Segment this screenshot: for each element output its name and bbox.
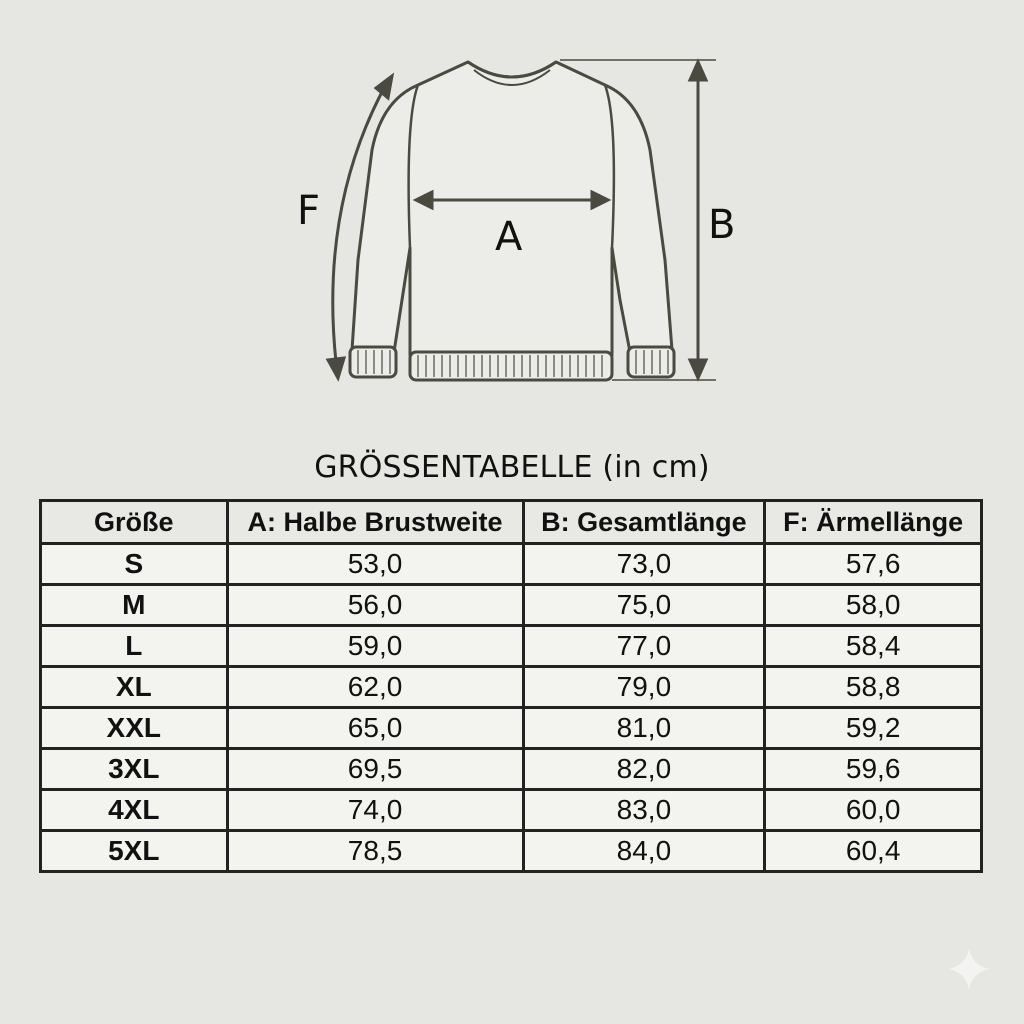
chest-width-cell: 62,0: [229, 668, 522, 706]
label-b: B: [708, 202, 736, 248]
total-length-cell: 73,0: [525, 545, 764, 583]
chest-width-cell: 65,0: [229, 709, 522, 747]
size-cell: 4XL: [42, 791, 226, 829]
chest-width-cell: 74,0: [229, 791, 522, 829]
header-chest-width: A: Halbe Brustweite: [229, 502, 522, 542]
label-a: A: [495, 214, 523, 260]
total-length-cell: 84,0: [525, 832, 764, 870]
header-sleeve-length: F: Ärmellänge: [766, 502, 980, 542]
size-cell: S: [42, 545, 226, 583]
total-length-cell: 79,0: [525, 668, 764, 706]
size-cell: 3XL: [42, 750, 226, 788]
table-title: GRÖSSENTABELLE (in cm): [314, 450, 710, 485]
label-f: F: [297, 188, 321, 234]
header-total-length: B: Gesamtlänge: [525, 502, 764, 542]
sleeve-length-cell: 58,4: [766, 627, 980, 665]
sparkle-icon: [946, 946, 992, 992]
total-length-cell: 81,0: [525, 709, 764, 747]
size-cell: XL: [42, 668, 226, 706]
sweater-diagram: [0, 0, 1024, 430]
sleeve-length-cell: 58,0: [766, 586, 980, 624]
sleeve-length-cell: 60,0: [766, 791, 980, 829]
total-length-cell: 75,0: [525, 586, 764, 624]
total-length-cell: 83,0: [525, 791, 764, 829]
header-size: Größe: [42, 502, 226, 542]
table-row: [42, 791, 980, 829]
table-row: [42, 545, 980, 583]
sleeve-length-cell: 59,6: [766, 750, 980, 788]
sleeve-length-cell: 60,4: [766, 832, 980, 870]
size-table: [39, 499, 983, 873]
chest-width-cell: 53,0: [229, 545, 522, 583]
sleeve-length-cell: 59,2: [766, 709, 980, 747]
table-row: [42, 709, 980, 747]
table-row: [42, 627, 980, 665]
table-header-row: [42, 502, 980, 542]
table-row: [42, 586, 980, 624]
size-cell: 5XL: [42, 832, 226, 870]
chest-width-cell: 59,0: [229, 627, 522, 665]
left-cuff: [350, 347, 396, 377]
size-cell: L: [42, 627, 226, 665]
table-row: [42, 832, 980, 870]
size-cell: M: [42, 586, 226, 624]
right-cuff: [628, 347, 674, 377]
total-length-cell: 82,0: [525, 750, 764, 788]
table-row: [42, 668, 980, 706]
hem-band: [410, 352, 612, 380]
total-length-cell: 77,0: [525, 627, 764, 665]
chest-width-cell: 56,0: [229, 586, 522, 624]
sweater-outline: [352, 62, 672, 355]
chest-width-cell: 78,5: [229, 832, 522, 870]
sleeve-length-cell: 57,6: [766, 545, 980, 583]
size-cell: XXL: [42, 709, 226, 747]
sleeve-length-cell: 58,8: [766, 668, 980, 706]
table-row: [42, 750, 980, 788]
chest-width-cell: 69,5: [229, 750, 522, 788]
